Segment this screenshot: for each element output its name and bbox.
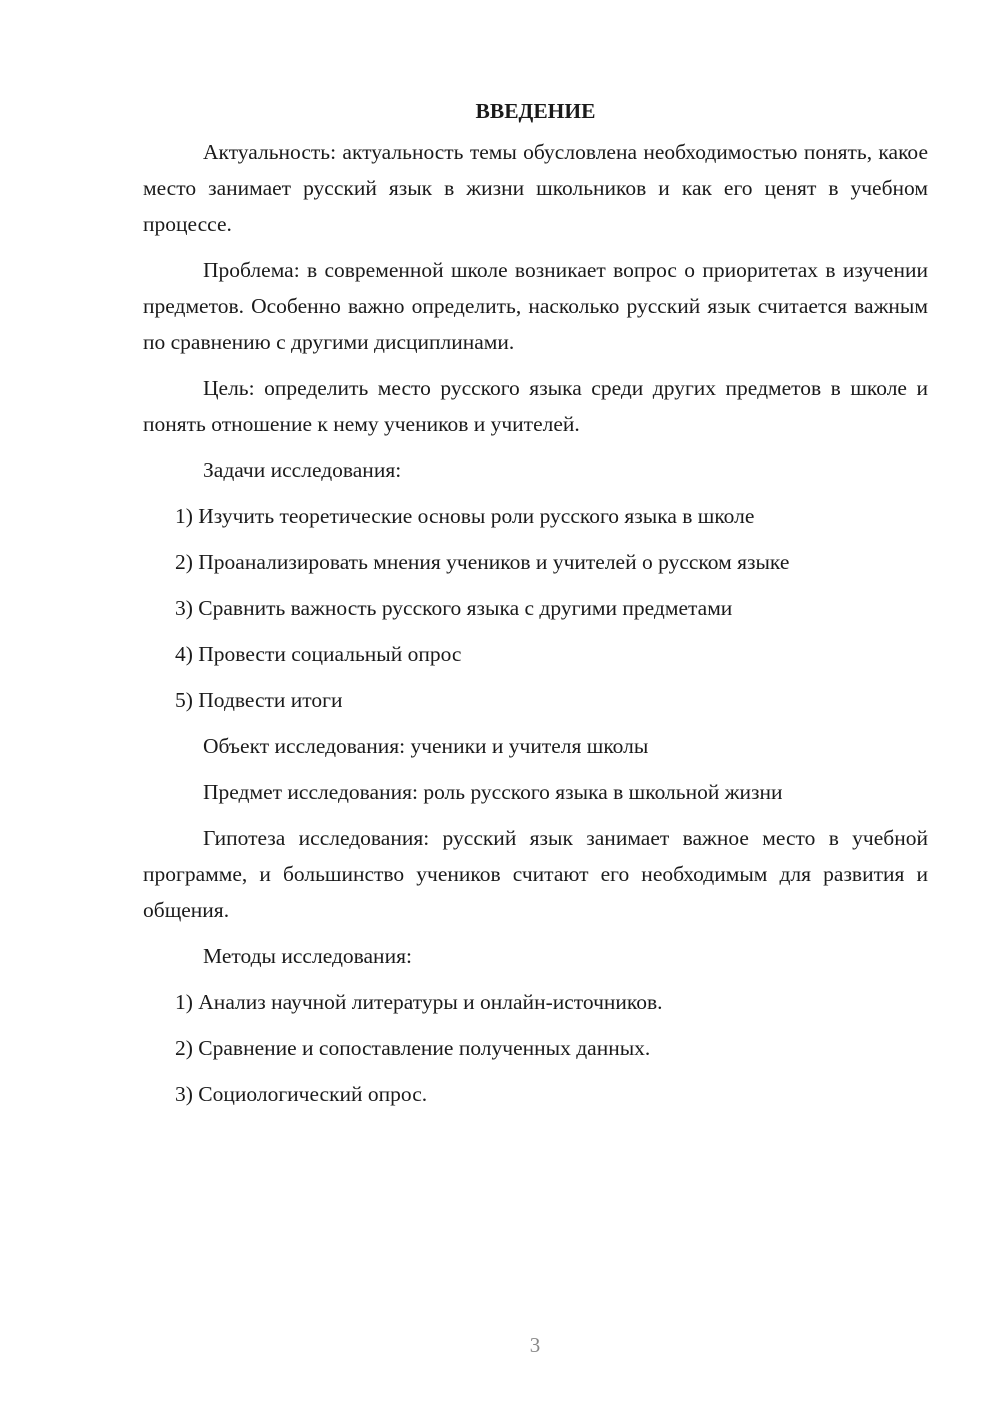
method-item: 2) Сравнение и сопоставление полученных данных. [175,1036,651,1060]
tasks-title: Задачи исследования: [203,458,402,482]
method-item: 3) Социологический опрос. [175,1082,428,1106]
task-item: 5) Подвести итоги [175,688,343,712]
task-item: 3) Сравнить важность русского языка с другими предметами [175,596,733,620]
methods-title: Методы исследования: [203,944,412,968]
task-item: 1) Изучить теоретические основы роли русского языка в школе [175,504,755,528]
task-item: 2) Проанализировать мнения учеников и учителей о русском языке [175,550,790,574]
subject-line: Предмет исследования: роль русского языка в школьной жизни [203,780,783,804]
problem-paragraph: Проблема: в современной школе возникает вопрос о приоритетах в изучении предметов. Особенно важно определить, насколько русский язык считается важным по сравнению с другими дисциплинами. [143,258,928,354]
goal-paragraph: Цель: определить место русского языка среди других предметов в школе и понять отношение к нему учеников и учителей. [143,376,928,436]
section-heading: ВВЕДЕНИЕ [475,99,596,123]
relevance-paragraph: Актуальность: актуальность темы обусловлена необходимостью понять, какое место занимает русский язык в жизни школьников и как его ценят в учебном процессе. [143,140,928,236]
hypothesis-paragraph: Гипотеза исследования: русский язык занимает важное место в учебной программе, и большинство учеников считают его необходимым для развития и общения. [143,826,928,922]
task-item: 4) Провести социальный опрос [175,642,462,666]
object-line: Объект исследования: ученики и учителя школы [203,734,649,758]
document-body [143,96,928,1122]
page-number: 3 [529,1333,541,1357]
method-item: 1) Анализ научной литературы и онлайн-источников. [175,990,663,1014]
